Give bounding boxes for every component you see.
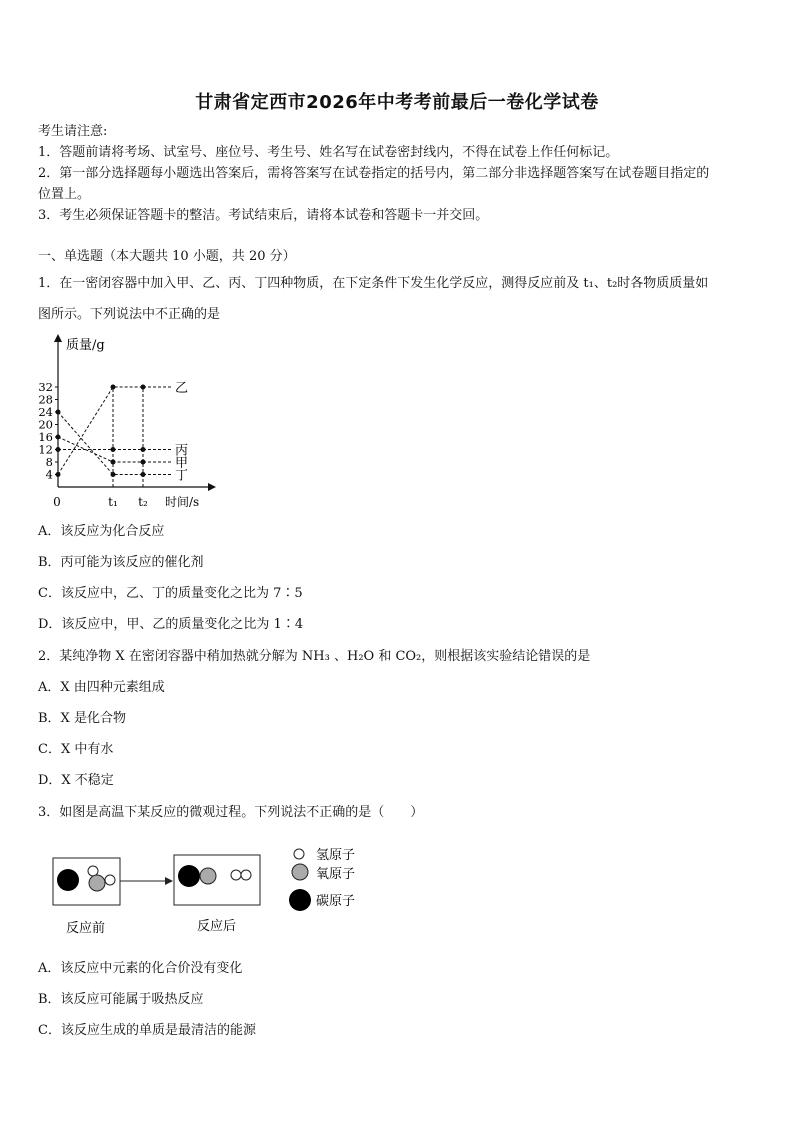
- x-tick-label: 0: [53, 495, 61, 509]
- q3-reaction-diagram: [40, 840, 380, 940]
- data-point: [56, 410, 61, 415]
- series-line: [58, 387, 143, 475]
- section-heading: 一、单选题（本大题共 10 小题，共 20 分）: [38, 249, 296, 264]
- data-point: [111, 385, 116, 390]
- arrow-head: [165, 877, 173, 885]
- q1-mass-chart: [30, 330, 230, 515]
- q2-option-a: A．X 由四种元素组成: [38, 680, 165, 695]
- data-point: [111, 447, 116, 452]
- data-point: [111, 472, 116, 477]
- q2-stem: 2．某纯净物 X 在密闭容器中稍加热就分解为 NH₃ 、H₂O 和 CO₂，则根据该实验结论错误的是: [38, 649, 591, 664]
- y-tick-label: 20: [38, 417, 53, 432]
- legend-oxygen-label: 氧原子: [316, 867, 356, 882]
- x-tick-label: t₂: [138, 495, 148, 509]
- q1-stem-line1: 1．在一密闭容器中加入甲、乙、丙、丁四种物质，在下定条件下发生化学反应，测得反应前及 t₁、t₂时各物质质量如: [38, 276, 709, 291]
- oxygen-atom: [89, 875, 105, 891]
- y-tick-label: 28: [38, 392, 53, 407]
- y-tick-label: 4: [45, 467, 53, 482]
- series-label: 丁: [175, 468, 189, 484]
- y-tick-label: 12: [38, 442, 53, 457]
- data-point: [56, 447, 61, 452]
- y-axis-label: 质量/g: [66, 338, 105, 353]
- data-point: [141, 385, 146, 390]
- hydrogen-atom: [105, 875, 115, 885]
- q3-option-a: A．该反应中元素的化合价没有变化: [38, 961, 243, 976]
- hydrogen-atom: [241, 870, 251, 880]
- data-point: [56, 435, 61, 440]
- q3-option-c: C．该反应生成的单质是最清洁的能源: [38, 1023, 256, 1038]
- legend-carbon-icon: [289, 889, 311, 911]
- page-title: 甘肃省定西市2026年中考考前最后一卷化学试卷: [195, 92, 599, 113]
- series-label: 乙: [175, 381, 189, 396]
- data-point: [111, 460, 116, 465]
- y-axis-arrow: [54, 334, 62, 342]
- q1-option-c: C．该反应中，乙、丁的质量变化之比为 7∶5: [38, 586, 303, 601]
- data-point: [141, 472, 146, 477]
- y-tick-label: 24: [38, 405, 53, 419]
- notice-item-2: 2．第一部分选择题每小题选出答案后，需将答案写在试卷指定的括号内，第二部分非选择题答案写在试卷题目指定的: [38, 166, 710, 181]
- q2-option-d: D．X 不稳定: [38, 773, 114, 788]
- q2-option-c: C．X 中有水: [38, 742, 114, 757]
- carbon-atom: [57, 869, 79, 891]
- q1-option-a: A．该反应为化合反应: [38, 524, 165, 539]
- x-axis-arrow: [208, 483, 216, 491]
- data-point: [56, 472, 61, 477]
- carbon-atom: [178, 865, 200, 887]
- x-tick-label: t₁: [108, 495, 118, 509]
- notice-item-2-cont: 位置上。: [38, 187, 91, 202]
- q3-option-b: B．该反应可能属于吸热反应: [38, 992, 204, 1007]
- after-label: 反应后: [197, 919, 237, 934]
- series-label: 丙: [175, 443, 189, 459]
- x-axis-label: 时间/s: [165, 495, 200, 509]
- q1-stem-line2: 图所示。下列说法中不正确的是: [38, 307, 221, 322]
- legend-hydrogen-label: 氢原子: [316, 848, 356, 863]
- hydrogen-atom: [231, 870, 241, 880]
- legend-hydrogen-icon: [294, 849, 304, 859]
- y-tick-label: 8: [45, 455, 53, 469]
- oxygen-atom: [200, 868, 216, 884]
- notice-item-3: 3．考生必须保证答题卡的整洁。考试结束后，请将本试卷和答题卡一并交回。: [38, 208, 489, 223]
- notice-heading: 考生请注意:: [38, 124, 108, 139]
- legend-carbon-label: 碳原子: [316, 894, 356, 909]
- series-line: [58, 412, 143, 475]
- hydrogen-atom: [88, 866, 98, 876]
- before-label: 反应前: [66, 921, 106, 936]
- q3-stem: 3．如图是高温下某反应的微观过程。下列说法不正确的是（ ）: [38, 805, 424, 820]
- y-tick-label: 16: [38, 430, 53, 444]
- q1-option-d: D．该反应中，甲、乙的质量变化之比为 1∶4: [38, 617, 304, 632]
- data-point: [141, 447, 146, 452]
- q2-option-b: B．X 是化合物: [38, 711, 126, 726]
- notice-item-1: 1．答题前请将考场、试室号、座位号、考生号、姓名写在试卷密封线内，不得在试卷上作任何标记。: [38, 145, 619, 160]
- y-tick-label: 32: [38, 380, 53, 394]
- q1-option-b: B．丙可能为该反应的催化剂: [38, 555, 204, 570]
- data-point: [141, 460, 146, 465]
- series-label: 甲: [175, 456, 189, 471]
- legend-oxygen-icon: [292, 864, 308, 880]
